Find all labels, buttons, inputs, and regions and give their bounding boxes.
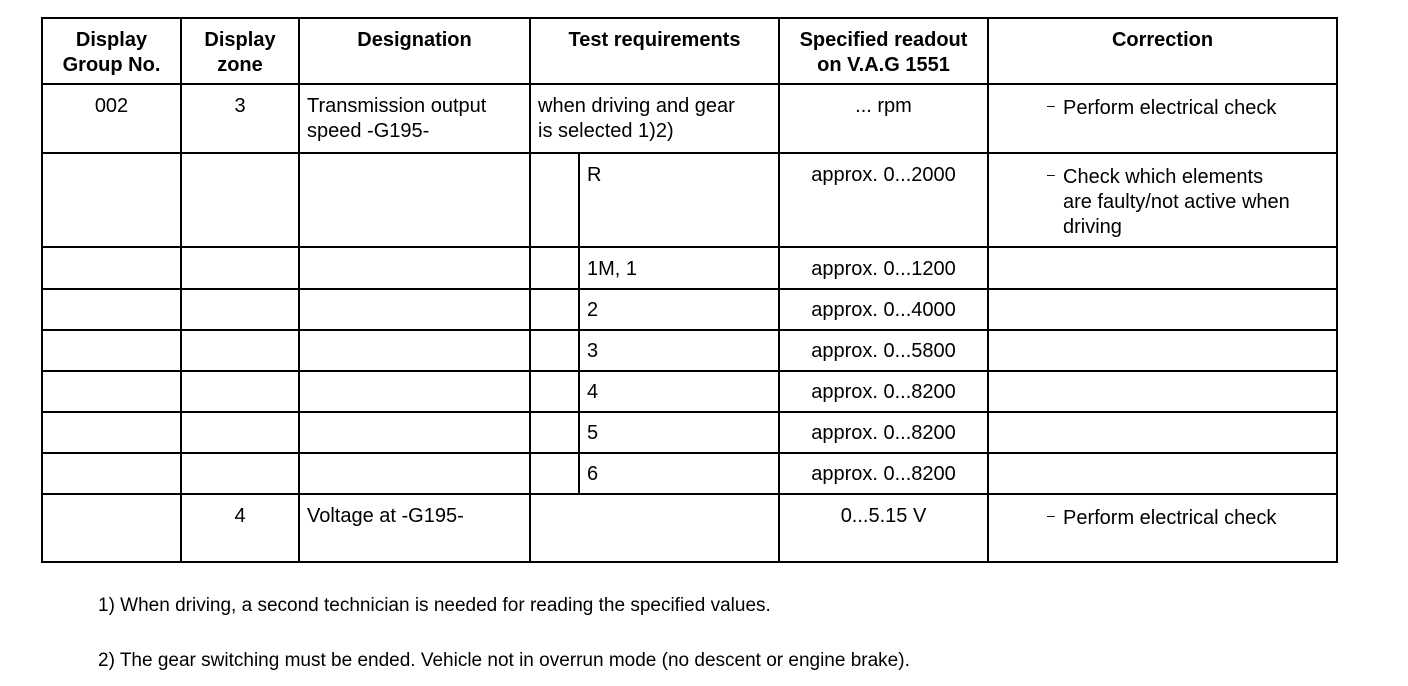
row-divider [41, 288, 1338, 290]
footnote-1: 1) When driving, a second technician is needed for reading the specified values. [98, 595, 771, 616]
row-divider [41, 411, 1338, 413]
header-group-line2: Group No. [62, 54, 161, 76]
gear-correction-line2: are faulty/not active when [1063, 191, 1290, 213]
gear-correction-line3: driving [1063, 216, 1122, 238]
gear-readout: approx. 0...8200 [811, 422, 956, 444]
gear-readout: approx. 0...5800 [811, 340, 956, 362]
row-divider [41, 452, 1338, 454]
row-divider [41, 246, 1338, 248]
designation-line1: Transmission output [307, 95, 487, 117]
gear-label: 4 [587, 381, 599, 403]
header-readout-line1: Specified readout [799, 29, 968, 51]
gear-label: 6 [587, 463, 599, 485]
test-requirement-line1: when driving and gear [538, 95, 735, 117]
row-divider [41, 493, 1338, 495]
readout-value: 0...5.15 V [840, 505, 927, 527]
col-divider [987, 17, 989, 563]
gear-label: 3 [587, 340, 599, 362]
gear-readout: approx. 0...2000 [811, 164, 956, 186]
correction-text: Perform electrical check [1063, 97, 1277, 119]
gear-label: 1M, 1 [587, 258, 638, 280]
dash-marker: – [1047, 97, 1055, 113]
row-divider [41, 370, 1338, 372]
header-readout-line2: on V.A.G 1551 [817, 54, 950, 76]
gear-label: 5 [587, 422, 599, 444]
gear-correction-line1: Check which elements [1063, 166, 1264, 188]
gear-divider [578, 153, 580, 494]
group-number: 002 [94, 95, 129, 117]
header-correction: Correction [1111, 29, 1214, 51]
row-divider [41, 329, 1338, 331]
designation-line2: speed -G195- [307, 120, 430, 142]
gear-readout: approx. 0...1200 [811, 258, 956, 280]
row-divider [41, 152, 1338, 154]
dash-marker: – [1047, 166, 1055, 182]
zone-number: 4 [234, 505, 246, 527]
header-group-line1: Display [75, 29, 148, 51]
header-designation: Designation [357, 29, 472, 51]
row-divider [41, 83, 1338, 85]
gear-label: R [587, 164, 602, 186]
footnote-2: 2) The gear switching must be ended. Vehicle not in overrun mode (no descent or engine brake). [98, 650, 910, 671]
gear-readout: approx. 0...4000 [811, 299, 956, 321]
gear-readout: approx. 0...8200 [811, 463, 956, 485]
col-divider [529, 17, 531, 563]
test-requirement-line2: is selected 1)2) [538, 120, 674, 142]
correction-text: Perform electrical check [1063, 507, 1277, 529]
readout-value: ... rpm [855, 95, 912, 117]
dash-marker: – [1047, 507, 1055, 523]
header-zone-line2: zone [217, 54, 263, 76]
designation-text: Voltage at -G195- [307, 505, 464, 527]
header-test-requirements: Test requirements [568, 29, 741, 51]
col-divider [298, 17, 300, 563]
header-zone-line1: Display [204, 29, 276, 51]
zone-number: 3 [234, 95, 246, 117]
gear-label: 2 [587, 299, 599, 321]
gear-readout: approx. 0...8200 [811, 381, 956, 403]
